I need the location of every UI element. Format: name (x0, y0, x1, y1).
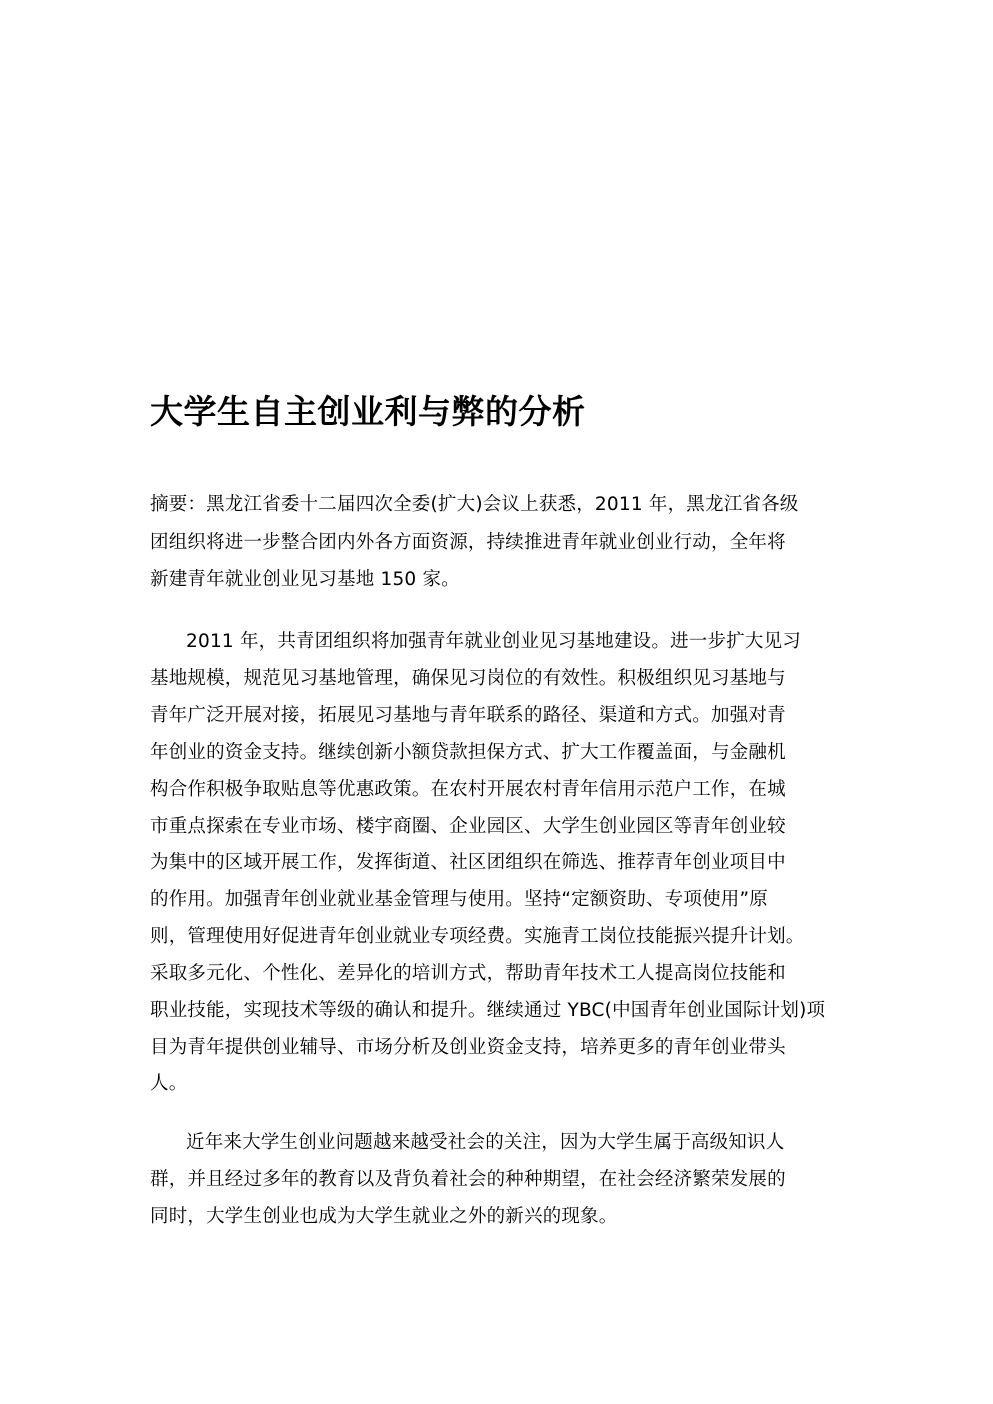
text-line: 的作用。加强青年创业就业基金管理与使用。坚持“定额资助、专项使用”原 (150, 889, 768, 910)
text-line: 目为青年提供创业辅导、市场分析及创业资金支持，培养更多的青年创业带头 (150, 1037, 786, 1058)
text-line: 同时，大学生创业也成为大学生就业之外的新兴的现象。 (150, 1206, 618, 1227)
text-line: 近年来大学生创业问题越来越受社会的关注，因为大学生属于高级知识人 (186, 1132, 785, 1153)
text-line: 人。 (150, 1073, 188, 1094)
text-line: 年创业的资金支持。继续创新小额贷款担保方式、扩大工作覆盖面，与金融机 (150, 742, 786, 763)
text-line: 采取多元化、个性化、差异化的培训方式，帮助青年技术工人提高岗位技能和 (150, 963, 786, 984)
text-line: 构合作积极争取贴息等优惠政策。在农村开展农村青年信用示范户工作，在城 (150, 779, 786, 800)
text-line: 为集中的区域开展工作，发挥街道、社区团组织在筛选、推荐青年创业项目中 (150, 852, 786, 873)
text-line: 青年广泛开展对接，拓展见习基地与青年联系的路径、渠道和方式。加强对青 (150, 705, 786, 726)
text-line: 2011 年，共青团组织将加强青年就业创业见习基地建设。进一步扩大见习 (186, 631, 801, 652)
text-line: 新建青年就业创业见习基地 150 家。 (150, 569, 460, 590)
text-line: 职业技能，实现技术等级的确认和提升。继续通过 YBC(中国青年创业国际计划)项 (150, 1000, 826, 1021)
text-line: 摘要：黑龙江省委十二届四次全委(扩大)会议上获悉，2011 年，黑龙江省各级 (150, 494, 799, 515)
text-line: 基地规模，规范见习基地管理，确保见习岗位的有效性。积极组织见习基地与 (150, 668, 786, 689)
text-line: 则，管理使用好促进青年创业就业专项经费。实施青工岗位技能振兴提升计划。 (150, 926, 805, 947)
text-line: 群，并且经过多年的教育以及背负着社会的种种期望，在社会经济繁荣发展的 (150, 1169, 786, 1190)
text-line: 团组织将进一步整合团内外各方面资源，持续推进青年就业创业行动，全年将 (150, 532, 786, 553)
text-line: 市重点探索在专业市场、楼宇商圈、企业园区、大学生创业园区等青年创业较 (150, 816, 786, 837)
document-title: 大学生自主创业利与弊的分析 (150, 392, 586, 431)
